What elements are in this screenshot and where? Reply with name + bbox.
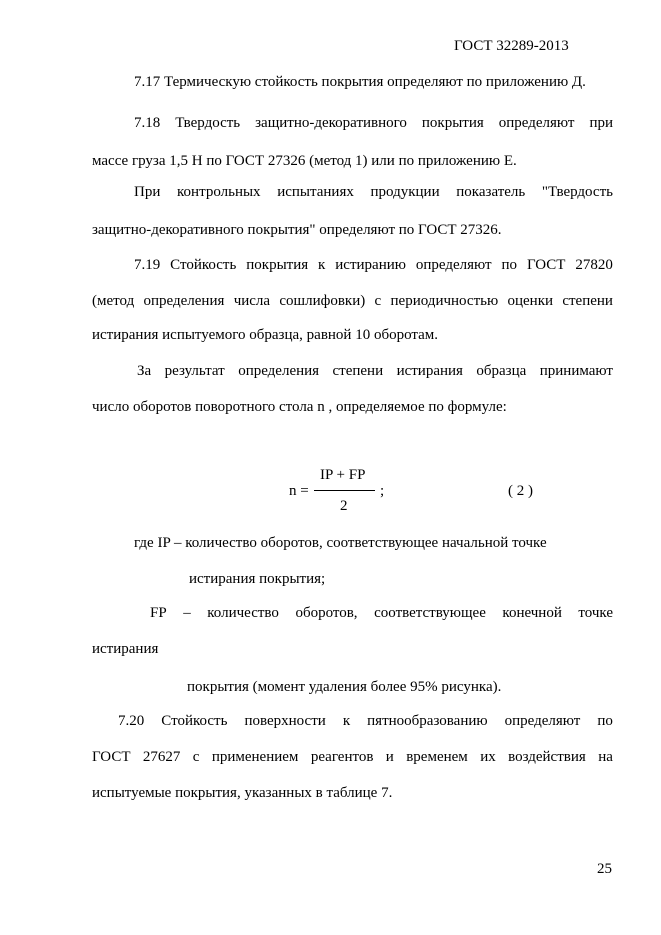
- word: Стойкость: [161, 713, 228, 729]
- word: к: [318, 257, 326, 273]
- word: истиранию: [335, 257, 406, 273]
- page-number: 25: [597, 861, 612, 877]
- word: количество: [207, 605, 279, 621]
- word: к: [342, 713, 351, 729]
- word: оценки: [507, 293, 554, 309]
- word: показатель: [456, 184, 526, 200]
- document-header-id: ГОСТ 32289-2013: [454, 38, 569, 54]
- formula-numerator: IP + FP: [320, 467, 366, 483]
- definition-fp-line-2: истирания: [92, 641, 159, 657]
- word: соответствующее: [374, 605, 486, 621]
- word: степени: [332, 363, 384, 379]
- word: При: [134, 184, 161, 200]
- word: покрытия: [246, 257, 309, 273]
- word: и: [385, 749, 394, 765]
- word: истирания: [396, 363, 463, 379]
- word: пятнообразованию: [367, 713, 488, 729]
- word: конечной: [502, 605, 562, 621]
- word: числа: [233, 293, 271, 309]
- word: воздействия: [508, 749, 586, 765]
- word: по: [597, 713, 613, 729]
- word: точке: [578, 605, 613, 621]
- word: контрольных: [177, 184, 261, 200]
- word: 27627: [142, 749, 181, 765]
- word: сошлифовки): [279, 293, 366, 309]
- word: защитно-декоративного: [255, 115, 407, 131]
- word: "Твердость: [541, 184, 613, 200]
- word: по: [501, 257, 518, 273]
- word: их: [480, 749, 496, 765]
- word: продукции: [370, 184, 440, 200]
- word: покрытия: [421, 115, 484, 131]
- word: определяют: [415, 257, 492, 273]
- definition-fp-line-3: покрытия (момент удаления более 95% рисунка).: [187, 679, 502, 695]
- word: временем: [406, 749, 468, 765]
- formula-lhs: n =: [289, 483, 309, 499]
- word: оборотов,: [295, 605, 358, 621]
- word: определяют: [504, 713, 581, 729]
- word: результат: [164, 363, 225, 379]
- word: Стойкость: [170, 257, 237, 273]
- word: 7.18: [134, 115, 161, 131]
- formula-number: ( 2 ): [508, 483, 533, 499]
- word: применением: [211, 749, 299, 765]
- paragraph-7-18-line-2: массе груза 1,5 Н по ГОСТ 27326 (метод 1) или по приложению Е.: [92, 153, 517, 169]
- word: с: [192, 749, 200, 765]
- word: определения: [238, 363, 320, 379]
- paragraph-7-19-line-3: истирания испытуемого образца, равной 10 оборотам.: [92, 327, 439, 343]
- word: 27820: [575, 257, 613, 273]
- word: с: [374, 293, 382, 309]
- formula-fraction-bar: [314, 490, 375, 491]
- word: определяют: [498, 115, 575, 131]
- word: поверхности: [244, 713, 326, 729]
- formula-tail: ;: [380, 483, 385, 499]
- paragraph-7-20-line-3: испытуемые покрытия, указанных в таблице 7.: [92, 785, 393, 801]
- word: определения: [143, 293, 225, 309]
- paragraph-7-17: 7.17 Термическую стойкость покрытия определяют по приложению Д.: [134, 74, 586, 90]
- definition-ip-continued: истирания покрытия;: [189, 571, 326, 587]
- word: Твердость: [175, 115, 241, 131]
- paragraph-control-line-1: [134, 183, 613, 201]
- word: (метод: [92, 293, 135, 309]
- paragraph-result-line-2: число оборотов поворотного стола n , определяемое по формуле:: [92, 399, 507, 415]
- paragraph-7-19-line-2: [92, 292, 613, 310]
- word: реагентов: [310, 749, 374, 765]
- word: на: [598, 749, 613, 765]
- word: За: [137, 363, 152, 379]
- word: периодичностью: [390, 293, 499, 309]
- word: 7.19: [134, 257, 161, 273]
- formula-denominator: 2: [340, 498, 348, 514]
- paragraph-7-18-line-1: [134, 114, 613, 132]
- paragraph-7-20-line-2: [92, 748, 613, 766]
- paragraph-result-line-1: [137, 362, 613, 380]
- definition-fp-line-1: [150, 604, 613, 622]
- word: испытаниях: [277, 184, 354, 200]
- paragraph-7-20-line-1: [118, 712, 613, 730]
- word: 7.20: [118, 713, 145, 729]
- paragraph-control-line-2: защитно-декоративного покрытия" определяют по ГОСТ 27326.: [92, 222, 502, 238]
- word: принимают: [539, 363, 613, 379]
- word: FP: [150, 605, 167, 621]
- word: степени: [562, 293, 613, 309]
- paragraph-7-19-line-1: [134, 256, 613, 274]
- word: –: [183, 605, 191, 621]
- word: ГОСТ: [92, 749, 131, 765]
- word: при: [589, 115, 613, 131]
- word: ГОСТ: [526, 257, 566, 273]
- word: образца: [476, 363, 527, 379]
- definition-ip: где IP – количество оборотов, соответствующее начальной точке: [134, 535, 547, 551]
